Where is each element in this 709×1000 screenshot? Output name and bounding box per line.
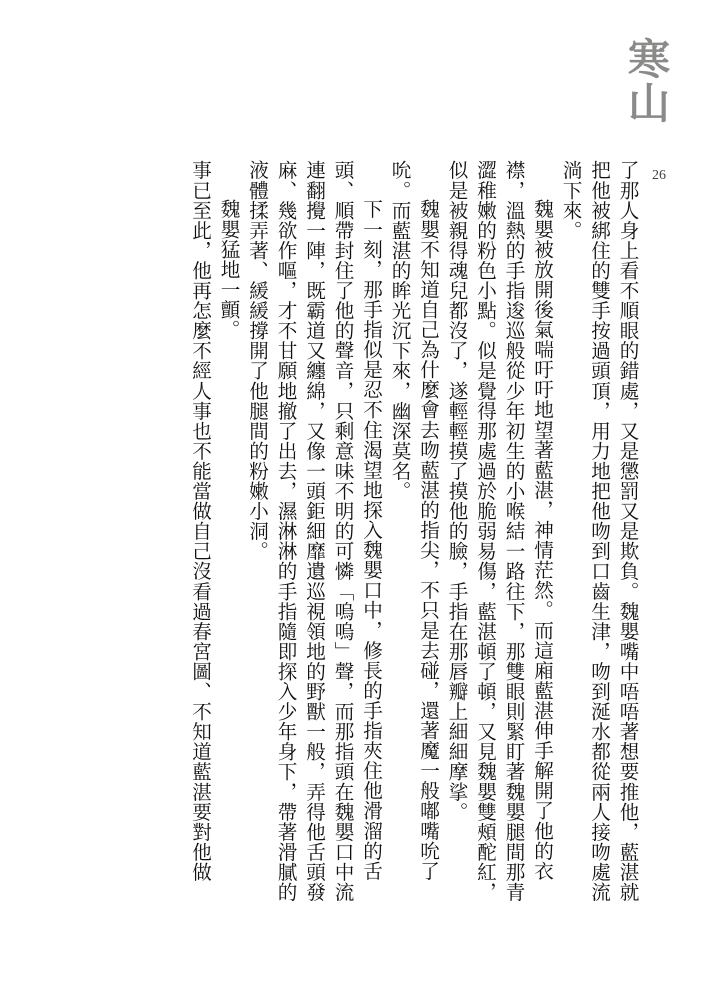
paragraph: 魏嬰不知道自己為什麼會去吻藍湛的指尖，不只是去碰，還著魔一般嘟嘴吮了吮。而藍湛的眸光沉下來，幽深莫名。 <box>388 160 440 881</box>
paragraph: 魏嬰被放開後氣喘吁吁地望著藍湛，神情茫然。而這廂藍湛伸手解開了他的衣襟，溫熱的手指逡巡般從少年初生的小喉結一路往下，那雙眼則緊盯著魏嬰腿間那青澀稚嫩的粉色小點。似是覺得那處過於脆弱易傷，藍湛頓了頓，又見魏嬰雙頰酡紅，似是被親得魂兒都沒了，遂輕輕摸了摸他的臉，手指在那唇瓣上細細摩挲。 <box>445 160 554 902</box>
book-logo <box>612 35 686 138</box>
paragraph: 事已至此，他再怎麼不經人事也不能當做自己沒看過春宮圖、不知道藍湛要對他做 <box>188 160 212 882</box>
paragraph: 下一刻，那手指似是忍不住渴望地探入魏嬰口中，修長的手指夾住他滑溜的舌頭、順帶封住了他的聲音，只剩意味不明的可憐「嗚嗚」聲，而那指頭在魏嬰口中流連翻攪一陣，既霸道又纏綿，又像一頭鉅細靡遺巡視領地的野獸一般，弄得他舌頭發麻、幾欲作嘔，才不甘願地撤了出去，濕淋淋的手指隨即探入少年身下，帶著滑膩的液體揉弄著、緩緩撐開了他腿間的粉嫩小洞。 <box>245 160 383 902</box>
logo-text: 寒山 <box>627 35 670 128</box>
page-number: 26 <box>652 168 666 183</box>
paragraph: 魏嬰猛地一顫。 <box>217 199 240 340</box>
body-text <box>141 160 641 902</box>
paragraph: 了那人身上看不順眼的錯處，又是懲罰又是欺負。魏嬰嘴中唔唔著想要推他，藍湛就把他被綁住的雙手按過頭頂，用力地把他吻到口齒生津，吻到涎水都從兩人接吻處流淌下來。 <box>559 160 639 902</box>
